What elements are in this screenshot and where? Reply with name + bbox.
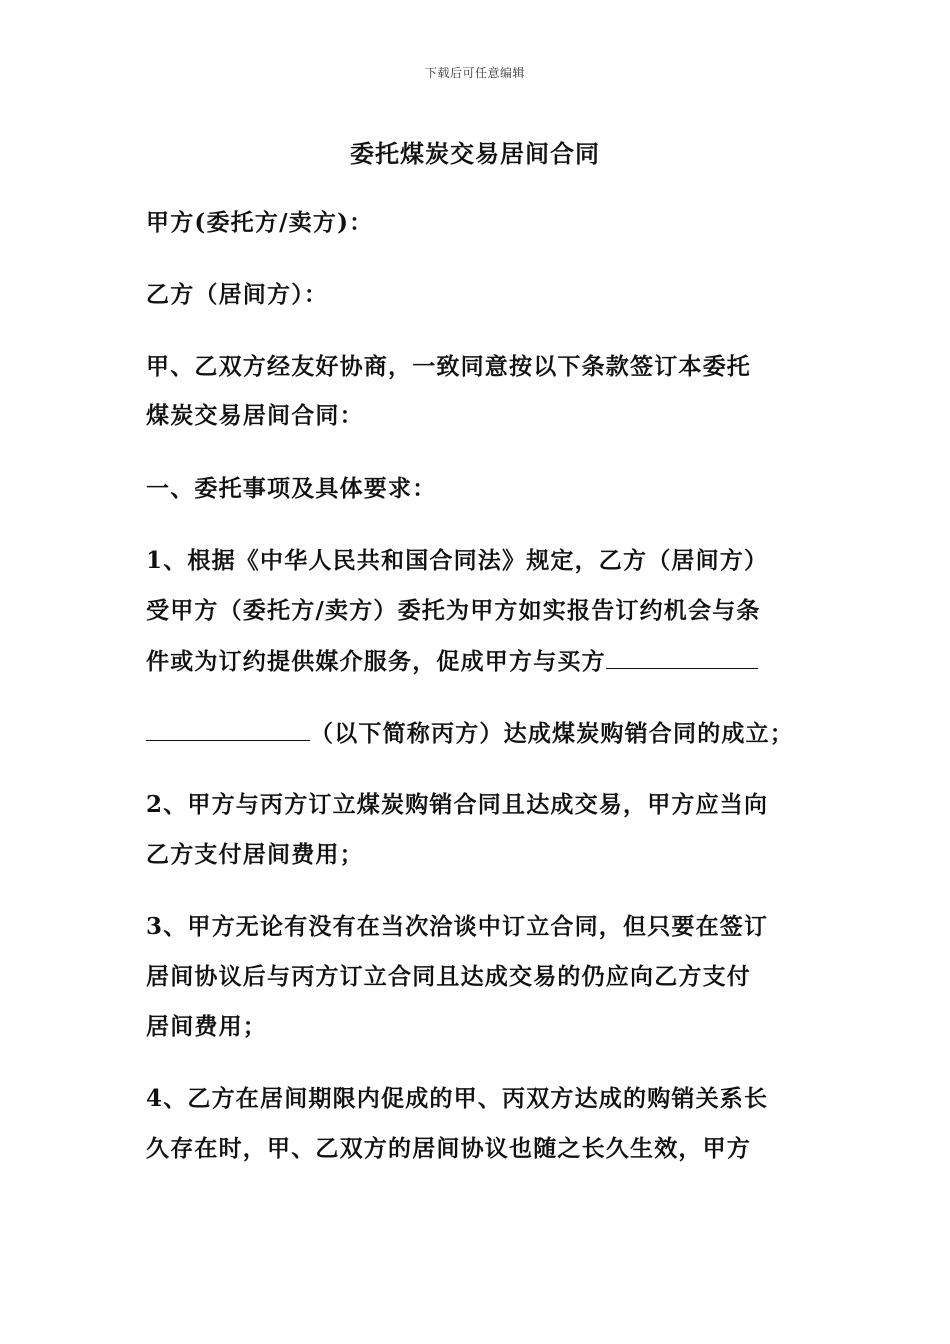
clause-1-line-3-text: 件或为订约提供媒介服务，促成甲方与买方 — [146, 648, 606, 675]
header-note: 下载后可任意编辑 — [424, 66, 525, 80]
buyer-name-blank[interactable] — [606, 646, 758, 669]
clause-1-line-2: 受甲方（委托方/卖方）委托为甲方如实报告订约机会与条 — [146, 597, 761, 624]
clause-3-line-3: 居间费用； — [146, 1013, 267, 1040]
intro-line-1: 甲、乙双方经友好协商，一致同意按以下条款签订本委托 — [146, 353, 751, 380]
clause-1-line-4 — [146, 718, 794, 749]
buyer-name-blank-continued[interactable] — [146, 718, 310, 741]
party-b-line: 乙方（居间方）： — [146, 281, 329, 308]
clause-4-line-1: 4、乙方在居间期限内促成的甲、丙双方达成的购销关系长 — [146, 1085, 769, 1112]
section-1-heading: 一、委托事项及具体要求： — [146, 475, 437, 502]
clause-2-line-1: 2、甲方与丙方订立煤炭购销合同且达成交易，甲方应当向 — [146, 791, 769, 818]
document-title: 委托煤炭交易居间合同 — [350, 139, 600, 168]
clause-1-line-3 — [146, 646, 758, 677]
clause-4-line-2: 久存在时，甲、乙双方的居间协议也随之长久生效，甲方 — [146, 1135, 751, 1162]
intro-line-2: 煤炭交易居间合同： — [146, 402, 364, 429]
party-a-line: 甲方(委托方/卖方)： — [146, 209, 374, 236]
clause-3-line-1: 3、甲方无论有没有在当次洽谈中订立合同，但只要在签订 — [146, 913, 769, 940]
clause-1-line-4-text: （以下简称丙方）达成煤炭购销合同的成立； — [310, 720, 794, 747]
clause-2-line-2: 乙方支付居间费用； — [146, 841, 364, 868]
clause-1-line-1: 1、根据《中华人民共和国合同法》规定，乙方（居间方） — [146, 547, 769, 574]
clause-3-line-2: 居间协议后与丙方订立合同且达成交易的仍应向乙方支付 — [146, 963, 751, 990]
